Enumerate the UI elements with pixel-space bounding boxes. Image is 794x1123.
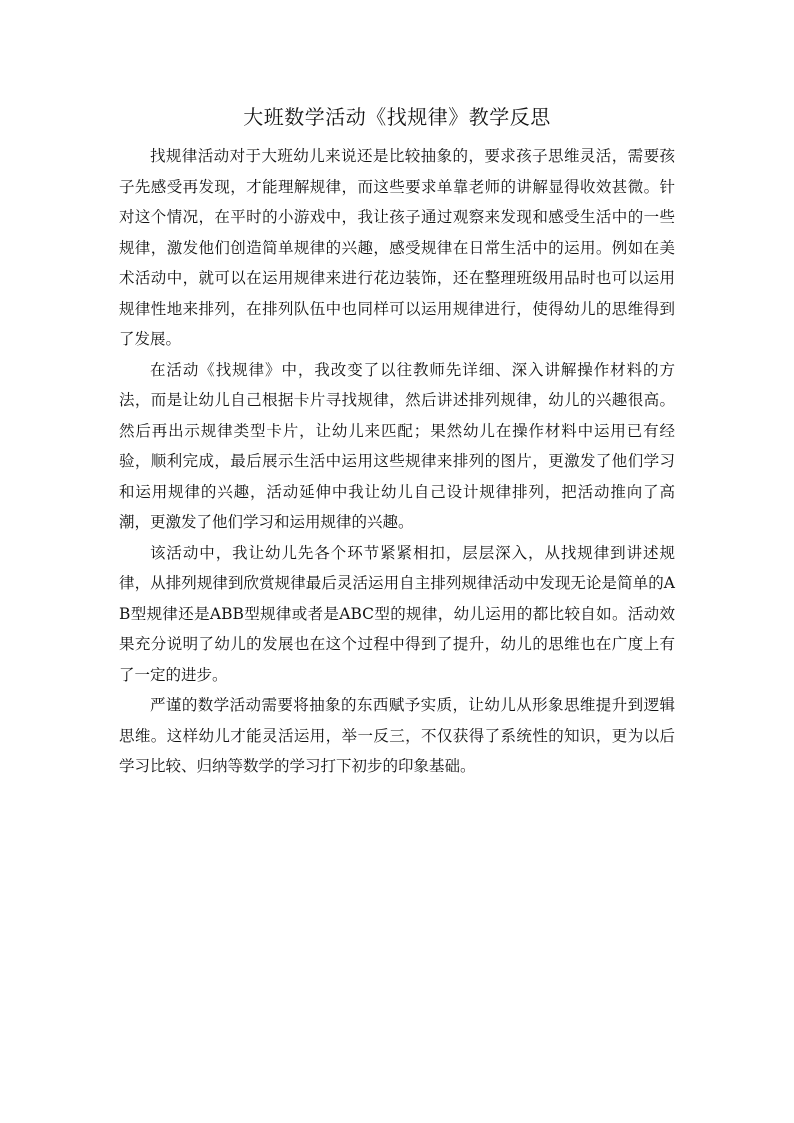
document-body	[119, 141, 675, 782]
paragraph-4: 严谨的数学活动需要将抽象的东西赋予实质，让幼儿从形象思维提升到逻辑思维。这样幼儿才能灵活运用，举一反三，不仅获得了系统性的知识，更为以后学习比较、归纳等数学的学习打下初步的印象基础。	[119, 696, 675, 775]
paragraph-1: 找规律活动对于大班幼儿来说还是比较抽象的，要求孩子思维灵活，需要孩子先感受再发现，才能理解规律，而这些要求单靠老师的讲解显得收效甚微。针对这个情况，在平时的小游戏中，我让孩子通过观察来发现和感受生活中的一些规律，激发他们创造简单规律的兴趣，感受规律在日常生活中的运用。例如在美术活动中，就可以在运用规律来进行花边装饰，还在整理班级用品时也可以运用规律性地来排列，在排列队伍中也同样可以运用规律进行，使得幼儿的思维得到了发展。	[119, 147, 675, 348]
document-title: 大班数学活动《找规律》教学反思	[243, 105, 551, 129]
paragraph-3: 该活动中，我让幼儿先各个环节紧紧相扣，层层深入，从找规律到讲述规律，从排列规律到欣赏规律最后灵活运用自主排列规律活动中发现无论是简单的AB型规律还是ABB型规律或者是ABC型的规律，幼儿运用的都比较自如。活动效果充分说明了幼儿的发展也在这个过程中得到了提升，幼儿的思维也在广度上有了一定的进步。	[119, 543, 675, 684]
paragraph-2: 在活动《找规律》中，我改变了以往教师先详细、深入讲解操作材料的方法，而是让幼儿自己根据卡片寻找规律，然后讲述排列规律，幼儿的兴趣很高。然后再出示规律类型卡片，让幼儿来匹配；果然幼儿在操作材料中运用已有经验，顺利完成，最后展示生活中运用这些规律来排列的图片，更激发了他们学习和运用规律的兴趣，活动延伸中我让幼儿自己设计规律排列，把活动推向了高潮，更激发了他们学习和运用规律的兴趣。	[119, 360, 675, 531]
